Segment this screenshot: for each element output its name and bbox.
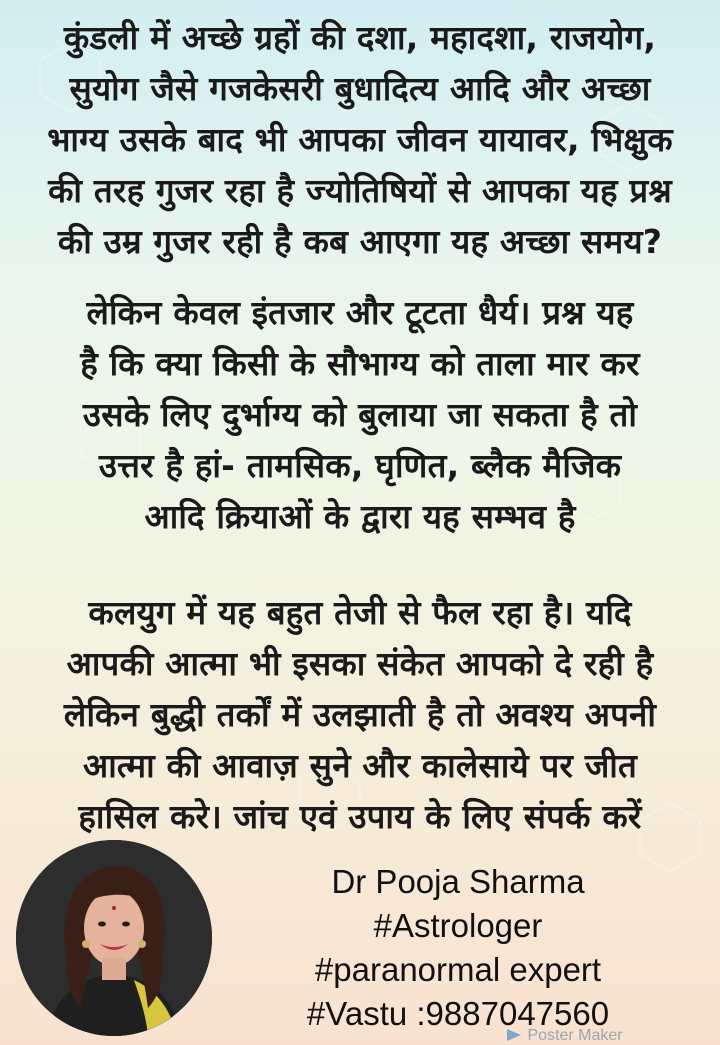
contact-info — [268, 860, 648, 1036]
profile-portrait-illustration — [16, 840, 212, 1036]
profile-photo — [16, 840, 212, 1036]
paragraph-2 — [0, 287, 720, 542]
watermark-text: Poster Maker — [527, 1027, 623, 1044]
paragraph-1-line-4: की तरह गुजर रहा है ज्योतिषियों से आपका यह प्रश्न — [48, 171, 672, 210]
paragraph-1 — [0, 12, 720, 267]
paragraph-2-line-3: उसके लिए दुर्भाग्य को बुलाया जा सकता है तो — [82, 395, 638, 434]
paragraph-2-line-1: लेकिन केवल इंतजार और टूटता धैर्य। प्रश्न यह — [86, 293, 634, 332]
paragraph-2-line-5: आदि क्रियाओं के द्वारा यह सम्भव है — [144, 497, 576, 536]
paragraph-1-line-1: कुंडली में अच्छे ग्रहों की दशा, महादशा, राजयोग, — [63, 18, 657, 57]
paragraph-3-line-5: हासिल करे। जांच एवं उपाय के लिए संपर्क करें — [78, 797, 642, 836]
contact-tag-vastu-phone: #Vastu :9887047560 — [306, 995, 610, 1032]
paragraph-1-line-2: सुयोग जैसे गजकेसरी बुधादित्य आदि और अच्छा — [69, 69, 651, 108]
paragraph-3-line-2: आपकी आत्मा भी इसका संकेत आपको दे रही है — [66, 644, 654, 683]
play-triangle-icon — [505, 1028, 523, 1042]
paragraph-1-line-5: की उम्र गुजर रही है कब आएगा यह अच्छा समय? — [57, 222, 663, 261]
paragraph-3 — [0, 587, 720, 842]
paragraph-3-line-4: आत्मा की आवाज़ सुने और कालेसाये पर जीत — [82, 746, 638, 785]
paragraph-2-line-4: उत्तर है हां- तामसिक, घृणित, ब्लैक मैजिक — [98, 446, 622, 485]
paragraph-1-line-3: भाग्य उसके बाद भी आपका जीवन यायावर, भिक्षुक — [47, 120, 673, 159]
contact-tag-astrologer: #Astrologer — [373, 907, 543, 944]
app-watermark — [505, 1027, 720, 1045]
paragraph-3-line-1: कलयुग में यह बहुत तेजी से फैल रहा है। यदि — [88, 593, 632, 632]
paragraph-3-line-3: लेकिन बुद्धी तर्कों में उलझाती है तो अवश्य अपनी — [63, 695, 657, 734]
contact-tag-paranormal: #paranormal expert — [314, 951, 602, 988]
paragraph-2-line-2: है कि क्या किसी के सौभाग्य को ताला मार कर — [80, 344, 640, 383]
contact-name: Dr Pooja Sharma — [331, 863, 585, 900]
